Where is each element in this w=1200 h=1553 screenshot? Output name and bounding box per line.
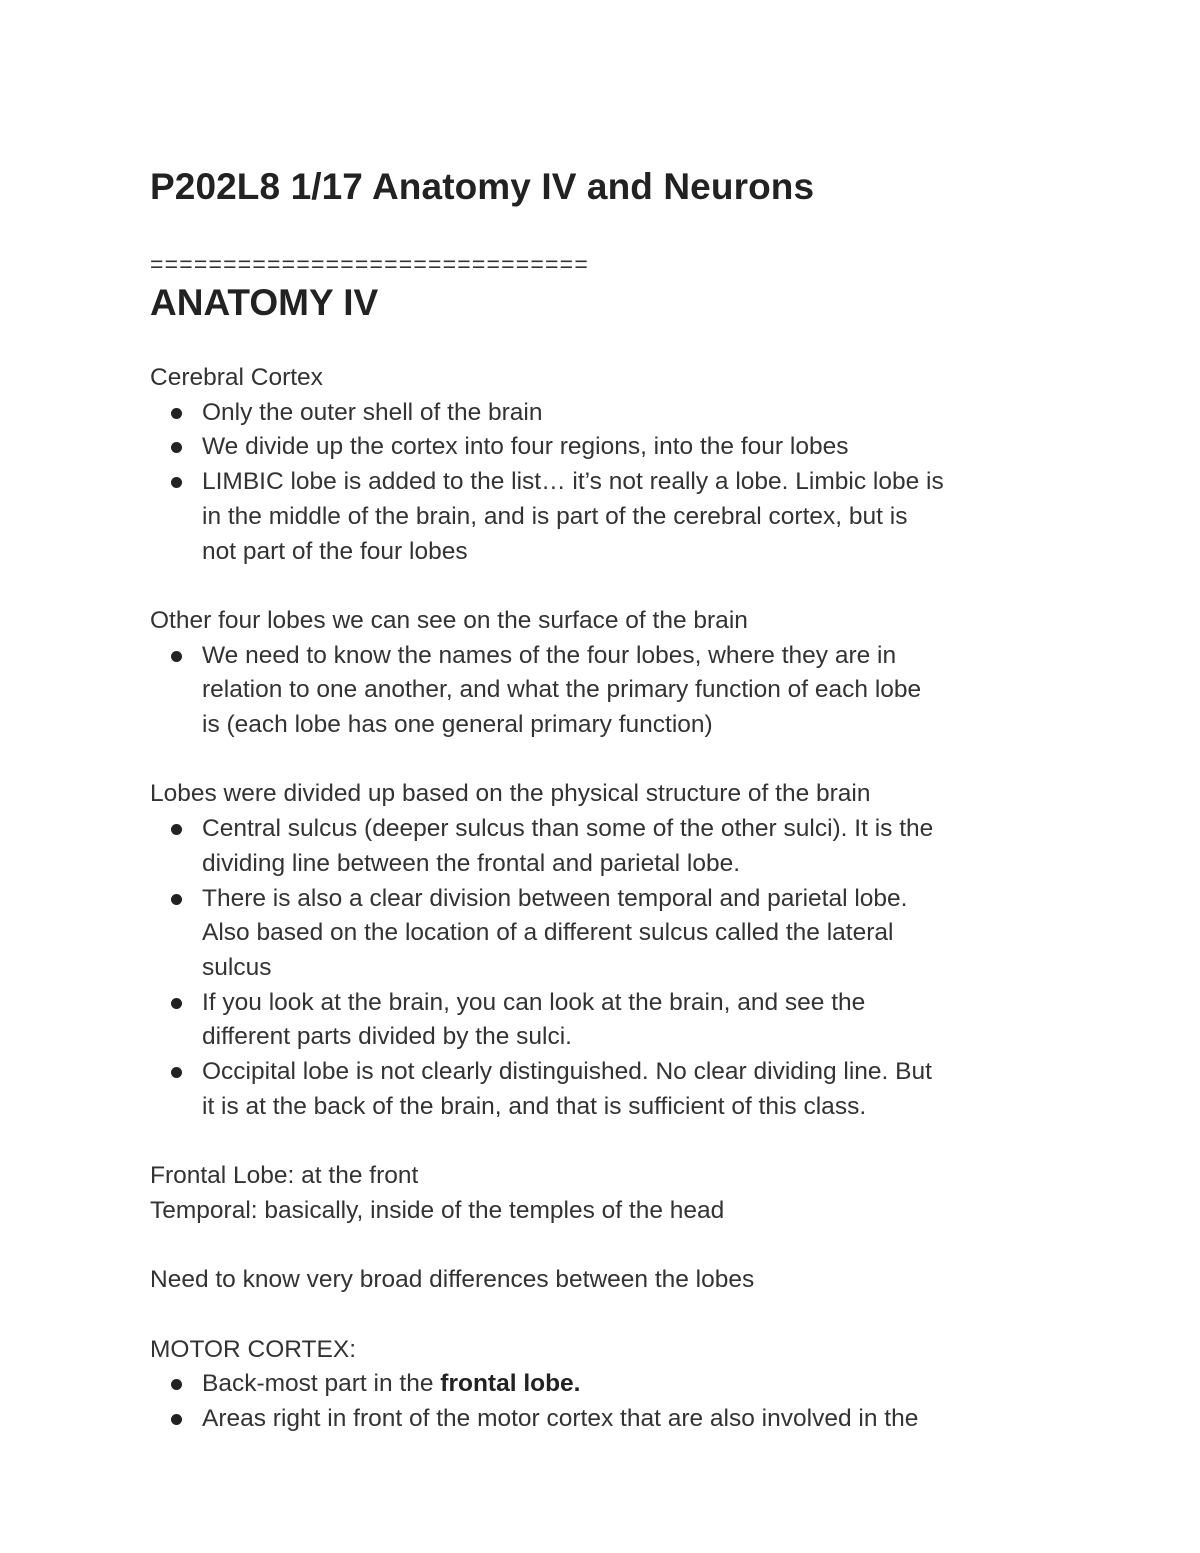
bullet-icon [171, 1379, 182, 1390]
list-item: LIMBIC lobe is added to the list… it’s not really a lobe. Limbic lobe is in the middle of the brain, and is part of the cerebral cortex, but is not part of the four lobes [202, 465, 1070, 569]
emphasis-frontal-lobe: frontal lobe. [440, 1370, 581, 1398]
block-label-four-lobes: Other four lobes we can see on the surface of the brain [150, 606, 748, 634]
block-label-lobe-division: Lobes were divided up based on the physical structure of the brain [150, 780, 871, 808]
list-item: Central sulcus (deeper sulcus than some of the other sulci). It is the dividing line between the frontal and parietal lobe. [202, 812, 1070, 881]
bullet-icon [171, 442, 182, 453]
list-item: Occipital lobe is not clearly distinguished. No clear dividing line. But it is at the back of the brain, and that is sufficient of this class. [202, 1055, 1070, 1124]
broad-differences-note: Need to know very broad differences between the lobes [150, 1266, 755, 1294]
block-label-cerebral-cortex: Cerebral Cortex [150, 364, 323, 391]
section-heading: ANATOMY IV [150, 282, 379, 323]
list-item: There is also a clear division between temporal and parietal lobe. Also based on the location of a different sulcus called the lateral sulcus [202, 882, 1070, 986]
list-item: We need to know the names of the four lobes, where they are in relation to one another, and what the primary function of each lobe is (each lobe has one general primary function) [202, 639, 1070, 743]
temporal-lobe-note: Temporal: basically, inside of the temples of the head [150, 1196, 725, 1224]
document-title: P202L8 1/17 Anatomy IV and Neurons [150, 166, 815, 207]
bullet-icon [171, 477, 182, 488]
bullet-icon [171, 1067, 182, 1078]
bullet-icon [171, 651, 182, 662]
list-item: Only the outer shell of the brain [202, 396, 1070, 431]
list-item: Back-most part in the frontal lobe. [202, 1367, 1070, 1402]
notes-body [150, 361, 1070, 1437]
bullet-list-four-lobes [150, 639, 1070, 743]
bullet-icon [171, 894, 182, 905]
list-item: If you look at the brain, you can look at the brain, and see the different parts divided by the sulci. [202, 986, 1070, 1055]
list-item: We divide up the cortex into four regions, into the four lobes [202, 430, 1070, 465]
bullet-list-lobe-division [150, 812, 1070, 1124]
bullet-icon [171, 824, 182, 835]
list-item: Areas right in front of the motor cortex that are also involved in the [202, 1402, 1070, 1437]
frontal-lobe-note: Frontal Lobe: at the front [150, 1162, 419, 1190]
bullet-icon [171, 1414, 182, 1425]
bullet-icon [171, 998, 182, 1009]
bullet-list-motor-cortex [150, 1367, 1070, 1436]
section-divider: ============================== [150, 251, 589, 277]
block-label-motor-cortex: MOTOR CORTEX: [150, 1335, 357, 1363]
bullet-icon [171, 408, 182, 419]
bullet-list-cerebral-cortex [150, 396, 1070, 570]
